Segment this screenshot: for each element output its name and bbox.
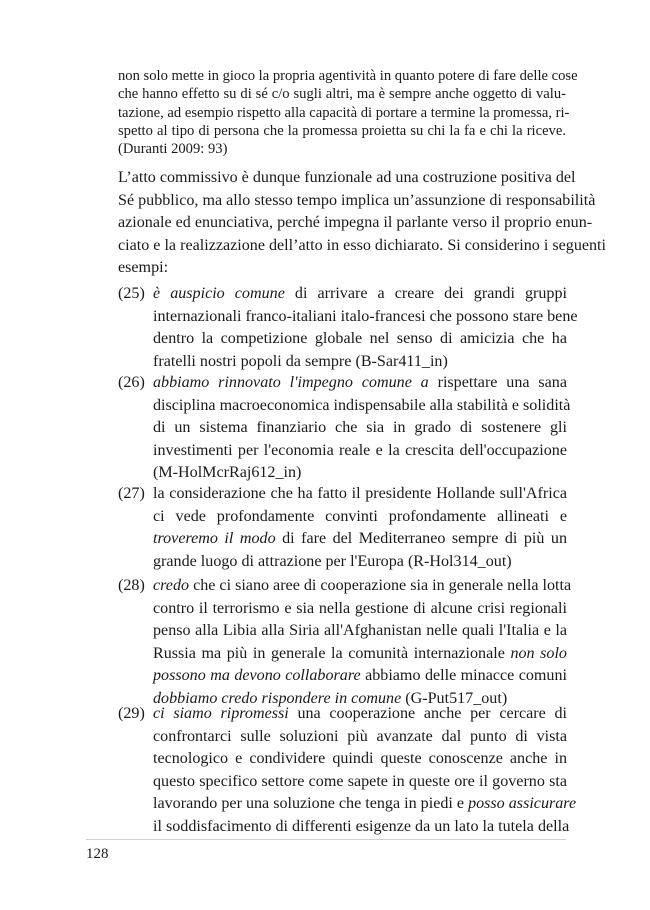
example-number: (28) <box>118 577 145 594</box>
example-line <box>153 395 571 418</box>
example-line <box>153 551 567 574</box>
italic-segment: ci siamo ripromessi <box>153 705 289 722</box>
text-segment: rispettare una sana <box>428 374 567 391</box>
example-text <box>153 703 577 839</box>
example-text <box>153 283 578 373</box>
italic-segment: è auspicio comune <box>153 285 285 302</box>
example-line <box>153 748 567 771</box>
example-line <box>153 665 567 688</box>
paragraph-line: esempi: <box>118 259 169 277</box>
text-segment: il soddisfacimento di differenti esigenze da un lato la tutela della <box>153 817 570 835</box>
italic-segment: abbiamo rinnovato l'impegno comune a <box>153 374 429 391</box>
example-line <box>153 462 567 485</box>
text-segment: che ci siano aree di cooperazione sia in generale nella lotta <box>189 577 572 594</box>
example-line <box>153 372 567 395</box>
example-line <box>153 483 567 506</box>
paragraph-line: ciato e la realizzazione dell’atto in esso dichiarato. Si considerino i seguenti <box>118 236 606 254</box>
text-segment: di un sistema finanziario che sia in grado di sostenere gli <box>153 419 567 437</box>
example-line <box>153 575 572 598</box>
quote-line: spetto al tipo di persona che la promessa proietta su chi la fa e chi la riceve. <box>118 122 566 139</box>
text-segment: investimenti per l'economia reale e la crescita dell'occupazione <box>153 441 567 459</box>
example-line <box>153 816 570 839</box>
paragraph-line: L’atto commissivo è dunque funzionale ad una costruzione positiva del <box>118 169 576 186</box>
quote-citation: (Duranti 2009: 93) <box>118 141 228 158</box>
example-line <box>153 793 577 816</box>
example-number: (26) <box>118 374 145 391</box>
text-segment: tecnologico e condividere quindi queste conoscenze anche in <box>153 750 567 768</box>
example-line <box>153 306 578 329</box>
example-number: (27) <box>118 485 145 502</box>
paragraph-line: Sé pubblico, ma allo stesso tempo implica un’assunzione di responsabilità <box>118 191 596 209</box>
example-line <box>153 771 567 794</box>
text-segment: dentro la competizione globale nel senso di amicizia che ha <box>153 330 567 348</box>
example-line <box>153 598 567 621</box>
example-line <box>153 328 567 351</box>
example-text <box>153 483 567 573</box>
example-text <box>153 575 572 711</box>
example-line <box>153 351 567 374</box>
example-number: (25) <box>118 285 145 302</box>
text-segment: disciplina macroeconomica indispensabile alla stabilità e solidità <box>153 396 571 414</box>
example-line <box>153 643 567 666</box>
text-segment: questo specifico settore come sapete in queste ore il governo sta <box>153 772 567 790</box>
text-segment: la considerazione che ha fatto il presidente Hollande sull'Africa <box>153 485 567 502</box>
example-number: (29) <box>118 705 145 722</box>
text-segment: fratelli nostri popoli da sempre (B-Sar411_in) <box>153 352 448 370</box>
italic-segment: posso assicurare <box>468 795 577 813</box>
text-segment: grande luogo di attrazione per l'Europa (R-Hol314_out) <box>153 552 512 570</box>
text-segment: internazionali franco-italiani italo-francesi che possono stare bene <box>153 307 578 325</box>
footer-rule <box>86 839 566 840</box>
body-paragraph <box>118 167 606 280</box>
example-line <box>153 703 567 726</box>
page-number: 128 <box>86 846 109 862</box>
text-segment: lavorando per una soluzione che tenga in piedi e <box>153 795 469 813</box>
text-segment: di arrivare a creare dei grandi gruppi <box>284 285 567 302</box>
italic-segment: troveremo il modo <box>153 530 276 548</box>
text-segment: una cooperazione anche per cercare di <box>288 705 567 722</box>
text-segment: abbiamo delle minacce comuni <box>360 667 567 685</box>
text-segment: confrontarci sulle soluzioni più avanzate dal punto di vista <box>153 727 567 745</box>
text-segment: Russia ma più in generale la comunità internazionale <box>153 644 511 662</box>
italic-segment: non solo <box>510 644 567 662</box>
text-segment: (G-Put517_out) <box>401 689 508 707</box>
text-segment: penso alla Libia alla Siria all'Afghanistan nelle quali l'Italia e la <box>153 622 567 640</box>
example-line <box>153 506 567 529</box>
text-segment: (M-HolMcrRaj612_in) <box>153 464 302 482</box>
block-quote <box>118 67 578 158</box>
example-line <box>153 528 567 551</box>
example-line <box>153 726 567 749</box>
text-segment: di fare del Mediterraneo sempre di più un <box>275 530 567 548</box>
example-line <box>153 283 567 306</box>
text-segment: contro il terrorismo e sia nella gestione di alcune crisi regionali <box>153 599 567 617</box>
italic-segment: dobbiamo credo rispondere in comune <box>153 689 402 707</box>
example-line <box>153 620 567 643</box>
italic-segment: possono ma devono collaborare <box>153 667 361 685</box>
paragraph-line: azionale ed enunciativa, perché impegna il parlante verso il proprio enun- <box>118 214 593 232</box>
quote-line: che hanno effetto su di sé c/o sugli altri, ma è sempre anche oggetto di valu- <box>118 86 566 103</box>
example-text <box>153 372 571 485</box>
example-line <box>153 440 567 463</box>
quote-line: tazione, ad esempio rispetto alla capacità di portare a termine la promessa, ri- <box>118 104 570 121</box>
text-segment: ci vede profondamente convinti profondamente allineati e <box>153 507 567 525</box>
example-line <box>153 417 567 440</box>
quote-line: non solo mette in gioco la propria agentività in quanto potere di fare delle cose <box>118 68 578 84</box>
italic-segment: credo <box>153 577 190 594</box>
